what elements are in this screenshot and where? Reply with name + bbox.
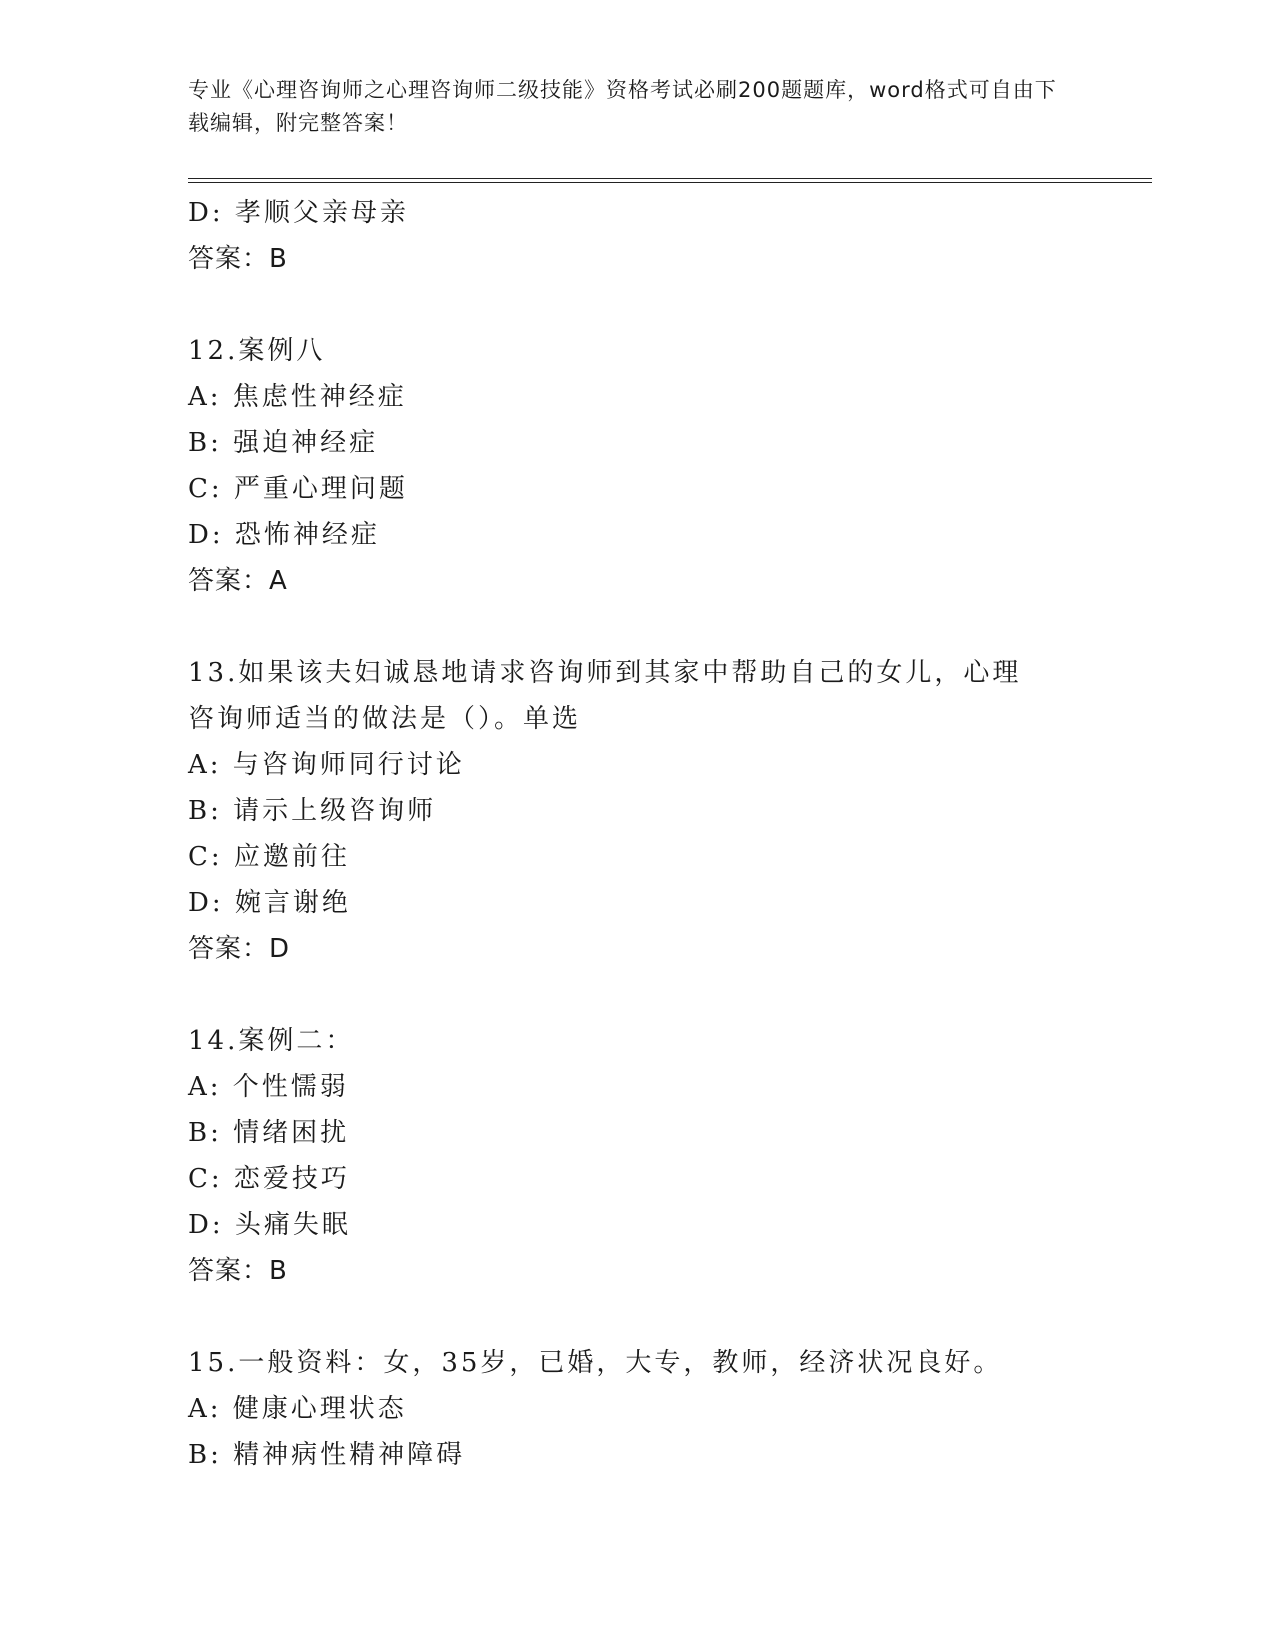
question-text: 12.案例八 bbox=[188, 336, 326, 366]
option-d: D: 头痛失眠 bbox=[188, 1210, 351, 1240]
option-b: B: 强迫神经症 bbox=[188, 428, 379, 458]
spacer bbox=[188, 604, 1088, 650]
option-b: B: 请示上级咨询师 bbox=[188, 796, 437, 826]
page-header bbox=[188, 74, 1068, 140]
header-divider bbox=[188, 178, 1152, 183]
option-d: D: 孝顺父亲母亲 bbox=[188, 198, 409, 228]
question-list bbox=[188, 190, 1088, 1478]
header-text: 专业《心理咨询师之心理咨询师二级技能》资格考试必刷200题题库，word格式可自由下载编辑，附完整答案！ bbox=[188, 78, 1057, 135]
answer-line: 答案：D bbox=[188, 934, 291, 964]
answer-line: 答案：B bbox=[188, 1256, 288, 1286]
option-a: A: 健康心理状态 bbox=[188, 1394, 407, 1424]
option-c: C: 恋爱技巧 bbox=[188, 1164, 350, 1194]
question-text: 15.一般资料：女，35岁，已婚，大专，教师，经济状况良好。 bbox=[188, 1348, 1003, 1378]
option-b: B: 情绪困扰 bbox=[188, 1118, 350, 1148]
option-b: B: 精神病性精神障碍 bbox=[188, 1440, 466, 1470]
option-a: A: 焦虑性神经症 bbox=[188, 382, 407, 412]
question-text: 13.如果该夫妇诚恳地请求咨询师到其家中帮助自己的女儿，心理咨询师适当的做法是（）。单选 bbox=[188, 658, 1022, 734]
option-c: C: 应邀前往 bbox=[188, 842, 350, 872]
spacer bbox=[188, 1294, 1088, 1340]
option-d: D: 婉言谢绝 bbox=[188, 888, 351, 918]
option-c: C: 严重心理问题 bbox=[188, 474, 408, 504]
answer-line: 答案：A bbox=[188, 566, 288, 596]
option-a: A: 与咨询师同行讨论 bbox=[188, 750, 465, 780]
spacer bbox=[188, 282, 1088, 328]
spacer bbox=[188, 972, 1088, 1018]
question-text: 14.案例二： bbox=[188, 1026, 355, 1056]
option-a: A: 个性懦弱 bbox=[188, 1072, 349, 1102]
option-d: D: 恐怖神经症 bbox=[188, 520, 380, 550]
answer-line: 答案：B bbox=[188, 244, 288, 274]
